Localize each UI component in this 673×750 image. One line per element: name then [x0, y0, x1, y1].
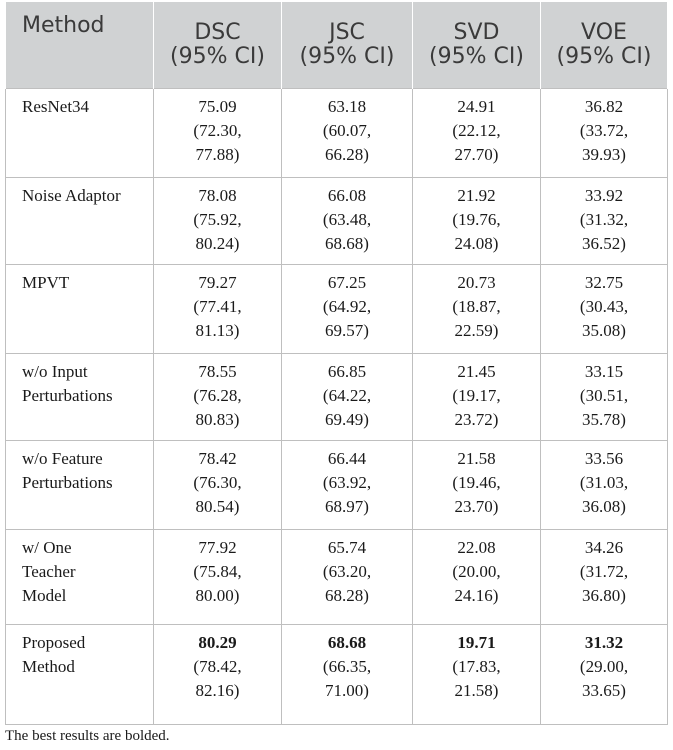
method-name-line: Noise Adaptor	[22, 186, 121, 205]
metric-value-cell	[541, 354, 668, 441]
metric-mean: 65.74	[327, 538, 367, 557]
metric-value-cell	[413, 265, 541, 354]
method-cell	[6, 354, 154, 441]
metric-ci-bound: (75.92,	[193, 210, 242, 229]
metric-value-cell	[541, 530, 668, 625]
metric-ci-bound: 24.08)	[454, 234, 499, 253]
metric-mean: 36.82	[584, 97, 624, 116]
metric-ci-bound: 69.57)	[325, 321, 369, 340]
metric-mean: 22.08	[457, 538, 496, 557]
method-cell	[6, 625, 154, 725]
table-body	[6, 89, 668, 725]
table-row	[6, 530, 668, 625]
method-cell	[6, 530, 154, 625]
header-label: SVD	[453, 20, 500, 45]
metric-mean: 66.08	[327, 186, 367, 205]
metric-value-cell	[154, 530, 282, 625]
metric-value-cell	[413, 530, 541, 625]
table-row	[6, 354, 668, 441]
table-row	[6, 625, 668, 725]
metric-value-cell	[282, 265, 413, 354]
method-cell	[6, 265, 154, 354]
metric-mean: 63.18	[327, 97, 367, 116]
header-jsc	[282, 2, 413, 89]
metric-mean: 20.73	[457, 273, 496, 292]
method-name-line: Proposed	[22, 633, 86, 652]
metric-ci-bound: (72.30,	[193, 121, 242, 140]
metric-mean: 66.85	[327, 362, 367, 381]
metric-ci-bound: (17.83,	[452, 657, 501, 676]
metric-mean: 24.91	[457, 97, 496, 116]
metric-mean: 66.44	[327, 449, 367, 468]
metric-ci-bound: (64.22,	[322, 386, 372, 405]
metric-ci-bound: (18.87,	[452, 297, 501, 316]
metric-mean: 21.92	[457, 186, 496, 205]
metric-ci-bound: 22.59)	[454, 321, 499, 340]
method-name-line: Perturbations	[22, 473, 113, 492]
metric-value-cell	[282, 178, 413, 265]
metric-ci-bound: (75.84,	[193, 562, 242, 581]
header-label: VOE	[581, 20, 627, 45]
method-name-line: Teacher	[22, 562, 76, 581]
metric-ci-bound: (19.76,	[452, 210, 501, 229]
metric-ci-bound: (64.92,	[322, 297, 372, 316]
header-label: JSC	[329, 20, 365, 45]
metric-ci-bound: (30.51,	[579, 386, 629, 405]
header-dsc	[154, 2, 282, 89]
results-table	[5, 2, 668, 725]
metric-ci-bound: 24.16)	[454, 586, 499, 605]
metric-ci-bound: (76.30,	[193, 473, 242, 492]
metric-mean: 33.56	[584, 449, 624, 468]
metric-ci-bound: (60.07,	[322, 121, 372, 140]
metric-ci-bound: (31.32,	[579, 210, 629, 229]
metric-ci-bound: 81.13)	[195, 321, 240, 340]
metric-ci-bound: (19.17,	[452, 386, 501, 405]
metric-value-cell	[413, 178, 541, 265]
metric-value-cell	[541, 89, 668, 178]
metric-value-cell	[282, 89, 413, 178]
metric-ci-bound: (77.41,	[193, 297, 242, 316]
metric-ci-bound: 69.49)	[325, 410, 369, 429]
metric-value-cell	[154, 441, 282, 530]
metric-mean: 19.71	[457, 633, 496, 652]
method-name-line: MPVT	[22, 273, 70, 292]
method-name-line: w/o Input	[22, 362, 88, 381]
metric-ci-bound: (20.00,	[452, 562, 501, 581]
header-sublabel: (95% CI)	[429, 44, 524, 69]
metric-ci-bound: (30.43,	[579, 297, 629, 316]
header-label: DSC	[194, 20, 241, 45]
metric-value-cell	[154, 354, 282, 441]
metric-ci-bound: 27.70)	[454, 145, 499, 164]
metric-ci-bound: 36.52)	[582, 234, 626, 253]
metric-value-cell	[413, 354, 541, 441]
table-row	[6, 178, 668, 265]
metric-ci-bound: 80.24)	[195, 234, 240, 253]
metric-ci-bound: (63.92,	[322, 473, 372, 492]
metric-value-cell	[541, 625, 668, 725]
metric-ci-bound: 39.93)	[582, 145, 626, 164]
metric-ci-bound: (29.00,	[579, 657, 629, 676]
metric-ci-bound: (63.48,	[322, 210, 372, 229]
metric-mean: 77.92	[198, 538, 237, 557]
metric-ci-bound: 23.72)	[454, 410, 499, 429]
metric-ci-bound: 23.70)	[454, 497, 499, 516]
table-row	[6, 89, 668, 178]
metric-ci-bound: 36.08)	[582, 497, 626, 516]
header-sublabel: (95% CI)	[170, 44, 265, 69]
method-cell	[6, 441, 154, 530]
metric-ci-bound: 80.54)	[195, 497, 240, 516]
method-name-line: Model	[22, 586, 67, 605]
metric-value-cell	[541, 441, 668, 530]
metric-ci-bound: 80.00)	[195, 586, 240, 605]
results-table-container	[5, 2, 667, 725]
metric-mean: 32.75	[584, 273, 624, 292]
method-name-line: Method	[22, 657, 75, 676]
table-row	[6, 441, 668, 530]
metric-ci-bound: 68.28)	[325, 586, 369, 605]
metric-value-cell	[413, 625, 541, 725]
metric-ci-bound: (76.28,	[193, 386, 242, 405]
metric-mean: 67.25	[327, 273, 367, 292]
metric-mean: 33.92	[584, 186, 624, 205]
metric-mean: 34.26	[584, 538, 624, 557]
header-label: Method	[22, 13, 105, 38]
metric-value-cell	[541, 178, 668, 265]
metric-ci-bound: (31.03,	[579, 473, 629, 492]
header-voe	[541, 2, 668, 89]
method-cell	[6, 178, 154, 265]
metric-ci-bound: 21.58)	[454, 681, 499, 700]
metric-value-cell	[413, 89, 541, 178]
table-header-row	[6, 2, 668, 89]
metric-value-cell	[541, 265, 668, 354]
metric-ci-bound: 36.80)	[582, 586, 626, 605]
method-cell	[6, 89, 154, 178]
header-sublabel: (95% CI)	[556, 44, 652, 69]
header-method	[6, 2, 154, 89]
table-row	[6, 265, 668, 354]
metric-mean: 21.58	[457, 449, 496, 468]
metric-value-cell	[154, 625, 282, 725]
metric-ci-bound: (19.46,	[452, 473, 501, 492]
metric-value-cell	[154, 178, 282, 265]
metric-ci-bound: 33.65)	[582, 681, 626, 700]
metric-ci-bound: 35.08)	[582, 321, 626, 340]
metric-mean: 80.29	[198, 633, 237, 652]
metric-mean: 21.45	[457, 362, 496, 381]
metric-mean: 78.42	[198, 449, 237, 468]
metric-mean: 75.09	[198, 97, 237, 116]
method-name-line: w/o Feature	[22, 449, 103, 468]
metric-mean: 78.08	[198, 186, 237, 205]
metric-ci-bound: 80.83)	[195, 410, 240, 429]
method-name-line: ResNet34	[22, 97, 90, 116]
metric-ci-bound: (66.35,	[322, 657, 372, 676]
metric-ci-bound: 35.78)	[582, 410, 626, 429]
metric-value-cell	[154, 265, 282, 354]
metric-ci-bound: 77.88)	[195, 145, 240, 164]
metric-value-cell	[413, 441, 541, 530]
metric-mean: 79.27	[198, 273, 237, 292]
metric-ci-bound: 68.97)	[325, 497, 369, 516]
metric-value-cell	[282, 441, 413, 530]
metric-ci-bound: 66.28)	[325, 145, 369, 164]
metric-value-cell	[282, 625, 413, 725]
metric-mean: 78.55	[198, 362, 237, 381]
table-footnote: The best results are bolded.	[5, 728, 170, 744]
method-name-line: Perturbations	[22, 386, 113, 405]
metric-ci-bound: 71.00)	[325, 681, 369, 700]
metric-mean: 68.68	[327, 633, 367, 652]
metric-ci-bound: (78.42,	[193, 657, 242, 676]
metric-mean: 31.32	[584, 633, 624, 652]
header-svd	[413, 2, 541, 89]
metric-ci-bound: 82.16)	[195, 681, 240, 700]
metric-value-cell	[154, 89, 282, 178]
metric-ci-bound: (31.72,	[579, 562, 629, 581]
metric-ci-bound: (22.12,	[452, 121, 501, 140]
metric-ci-bound: (63.20,	[322, 562, 372, 581]
metric-ci-bound: (33.72,	[579, 121, 629, 140]
metric-value-cell	[282, 354, 413, 441]
metric-ci-bound: 68.68)	[325, 234, 369, 253]
method-name-line: w/ One	[22, 538, 72, 557]
metric-value-cell	[282, 530, 413, 625]
metric-mean: 33.15	[584, 362, 624, 381]
header-sublabel: (95% CI)	[299, 44, 395, 69]
